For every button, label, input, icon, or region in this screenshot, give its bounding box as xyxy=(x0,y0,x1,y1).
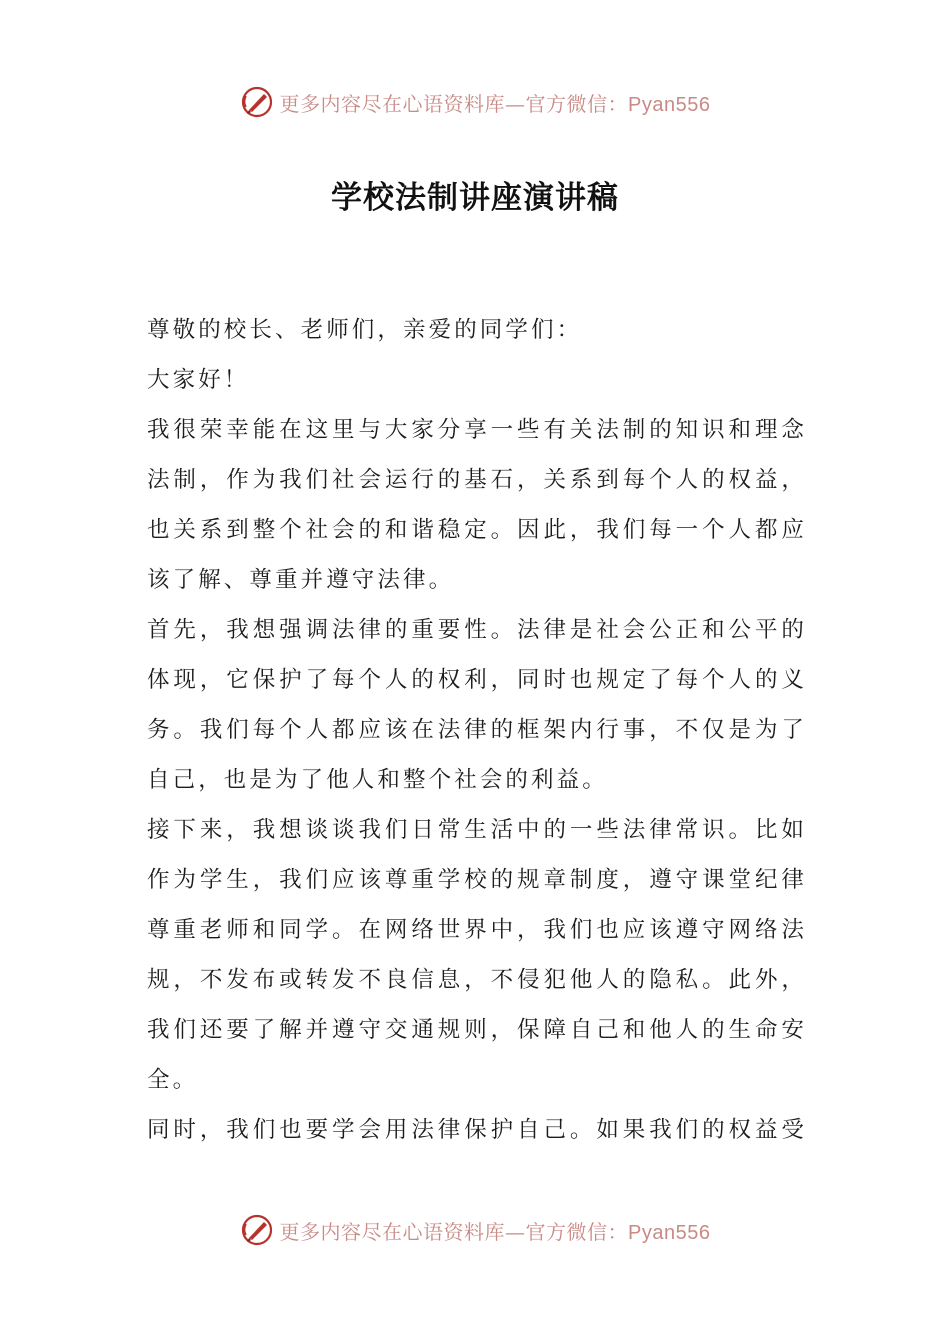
footer-banner-text: 更多内容尽在心语资料库—官方微信：Pyan556 xyxy=(279,1219,711,1244)
speech-body xyxy=(147,305,807,1155)
text-line: 大家好！ xyxy=(147,367,250,393)
text-line: 首先，我想强调法律的重要性。法律是社会公正和公平的 xyxy=(147,617,807,643)
text-line: 规，不发布或转发不良信息，不侵犯他人的隐私。此外， xyxy=(147,967,807,993)
text-line: 该了解、尊重并遵守法律。 xyxy=(147,567,455,593)
text-line: 法制，作为我们社会运行的基石，关系到每个人的权益， xyxy=(147,467,807,493)
text-line: 也关系到整个社会的和谐稳定。因此，我们每一个人都应 xyxy=(147,517,807,543)
pen-logo-icon xyxy=(240,1213,274,1247)
pen-logo-icon xyxy=(240,85,274,119)
header-banner xyxy=(0,82,950,122)
text-line: 我很荣幸能在这里与大家分享一些有关法制的知识和理念 xyxy=(147,417,807,443)
header-banner-text: 更多内容尽在心语资料库—官方微信：Pyan556 xyxy=(279,91,711,116)
page-title: 学校法制讲座演讲稿 xyxy=(331,180,619,216)
wechat-handle: Pyan556 xyxy=(628,93,711,116)
text-line: 尊敬的校长、老师们，亲爱的同学们： xyxy=(147,317,583,343)
text-line: 接下来，我想谈谈我们日常生活中的一些法律常识。比如 xyxy=(147,817,807,843)
text-line: 全。 xyxy=(147,1067,199,1093)
text-line: 尊重老师和同学。在网络世界中，我们也应该遵守网络法 xyxy=(147,917,807,943)
footer-banner xyxy=(0,1210,950,1250)
text-line: 作为学生，我们应该尊重学校的规章制度，遵守课堂纪律 xyxy=(147,867,807,893)
text-line: 务。我们每个人都应该在法律的框架内行事，不仅是为了 xyxy=(147,717,807,743)
text-line: 同时，我们也要学会用法律保护自己。如果我们的权益受 xyxy=(147,1117,807,1143)
text-line: 我们还要了解并遵守交通规则，保障自己和他人的生命安 xyxy=(147,1017,807,1043)
text-line: 自己，也是为了他人和整个社会的利益。 xyxy=(147,767,608,793)
wechat-handle: Pyan556 xyxy=(628,1221,711,1244)
text-line: 体现，它保护了每个人的权利，同时也规定了每个人的义 xyxy=(147,667,807,693)
